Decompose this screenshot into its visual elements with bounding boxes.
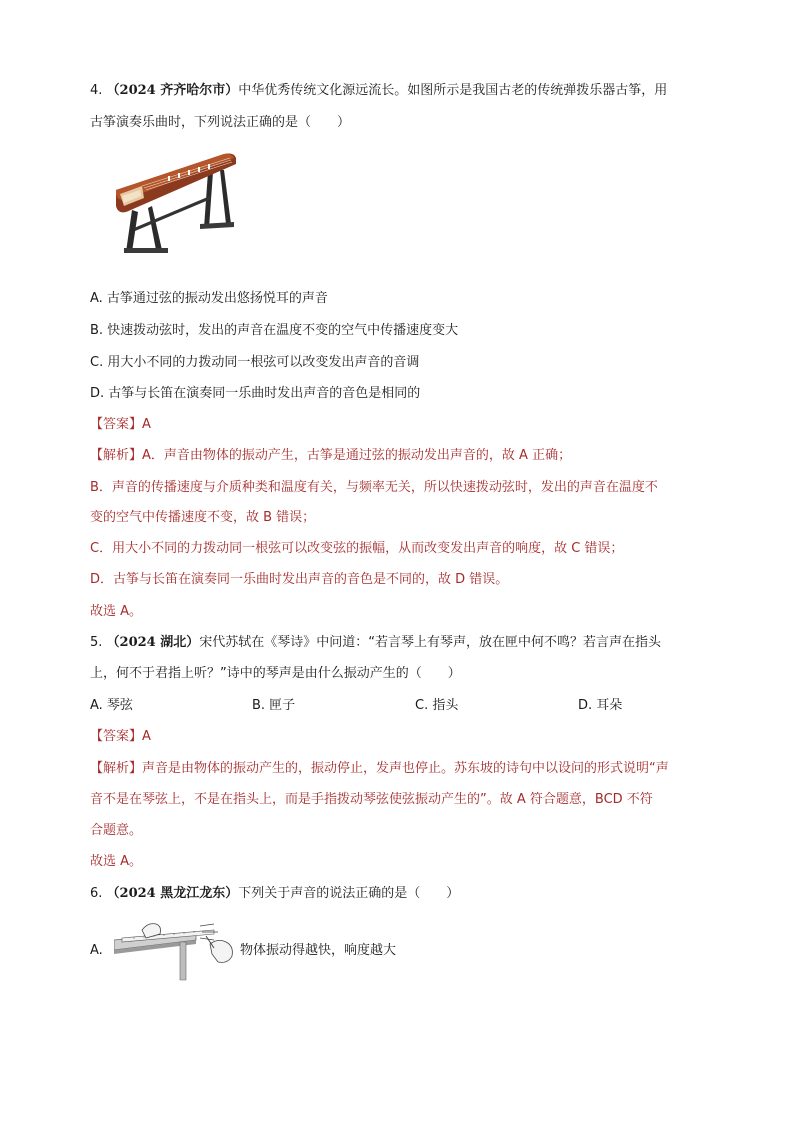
q4-stem-line-2: 古筝演奏乐曲时，下列说法正确的是（ ） — [90, 115, 351, 130]
q5-option-a: A. 琴弦 — [90, 698, 133, 713]
q4-option-a: A. 古筝通过弦的振动发出悠扬悦耳的声音 — [90, 291, 328, 306]
q5-option-c: C. 指头 — [415, 698, 459, 713]
q5-stem-line-2: 上，何不于君指上听？”诗中的琴声是由什么振动产生的（ ） — [90, 666, 461, 681]
q6-number: 6. — [90, 886, 103, 901]
q5-source: （2024 湖北） — [106, 635, 200, 650]
q4-stem-1: 中华优秀传统文化源远流长。如图所示是我国古老的传统弹拨乐器古筝，用 — [238, 83, 668, 98]
q4-answer-value: A — [142, 417, 151, 432]
q6-stem — [90, 885, 459, 903]
q5-analysis-2: 音不是在琴弦上，不是在指头上，而是手指拨动琴弦使弦振动产生的”。故 A 符合题意，BCD 不符 — [90, 792, 653, 807]
q6-source: （2024 黑龙江龙东） — [106, 886, 239, 901]
q4-analysis-3: 变的空气中传播速度不变，故 B 错误； — [90, 510, 316, 525]
q5-stem-line-1 — [90, 634, 661, 652]
q5-number: 5. — [90, 635, 103, 650]
q5-analysis-1 — [90, 760, 669, 778]
q4-source: （2024 齐齐哈尔市） — [106, 83, 239, 98]
q4-option-b: B. 快速拨动弦时，发出的声音在温度不变的空气中传播速度变大 — [90, 323, 459, 338]
q4-analysis-4: C．用大小不同的力拨动同一根弦可以改变弦的振幅，从而改变发出声音的响度，故 C 错误； — [90, 541, 624, 556]
q5-conclusion: 故选 A。 — [90, 854, 143, 869]
q4-stem-line-1 — [90, 82, 667, 100]
q6-stem-text: 下列关于声音的说法正确的是（ ） — [238, 886, 460, 901]
q5-analysis-tag: 【解析】 — [90, 761, 143, 776]
q5-answer — [90, 728, 151, 746]
q4-answer — [90, 416, 151, 434]
q6-option-a-letter: A. — [90, 943, 103, 958]
q5-analysis-text-1: 声音是由物体的振动产生的，振动停止，发声也停止。苏东坡的诗句中以设问的形式说明“声 — [142, 761, 669, 776]
q4-analysis-tag: 【解析】 — [90, 448, 143, 463]
q4-option-c: C. 用大小不同的力拨动同一根弦可以改变发出声音的音调 — [90, 355, 420, 370]
q4-analysis-2: B．声音的传播速度与介质种类和温度有关，与频率无关，所以快速拨动弦时，发出的声音在温度不 — [90, 480, 658, 495]
q5-answer-tag: 【答案】 — [90, 729, 143, 744]
q6-option-a-text: 物体振动得越快，响度越大 — [240, 943, 397, 958]
q5-option-b: B. 匣子 — [252, 698, 296, 713]
q4-answer-tag: 【答案】 — [90, 417, 143, 432]
q4-number: 4. — [90, 83, 103, 98]
q5-stem-1: 宋代苏轼在《琴诗》中问道：“若言琴上有琴声，放在匣中何不鸣？若言声在指头 — [199, 635, 662, 650]
q5-answer-value: A — [142, 729, 151, 744]
q4-analysis-5: D．古筝与长笛在演奏同一乐曲时发出声音的音色是不同的，故 D 错误。 — [90, 572, 509, 587]
q5-analysis-3: 合题意。 — [90, 823, 143, 838]
q4-option-d: D. 古筝与长笛在演奏同一乐曲时发出声音的音色是相同的 — [90, 386, 421, 401]
q5-option-d: D. 耳朵 — [578, 698, 623, 713]
guzheng-image — [112, 150, 242, 260]
q4-analysis-text-1: A．声音由物体的振动产生，古筝是通过弦的振动发出声音的，故 A 正确； — [142, 448, 572, 463]
ruler-table-image — [114, 912, 238, 982]
q4-conclusion: 故选 A。 — [90, 604, 143, 619]
q4-analysis-1 — [90, 447, 571, 465]
